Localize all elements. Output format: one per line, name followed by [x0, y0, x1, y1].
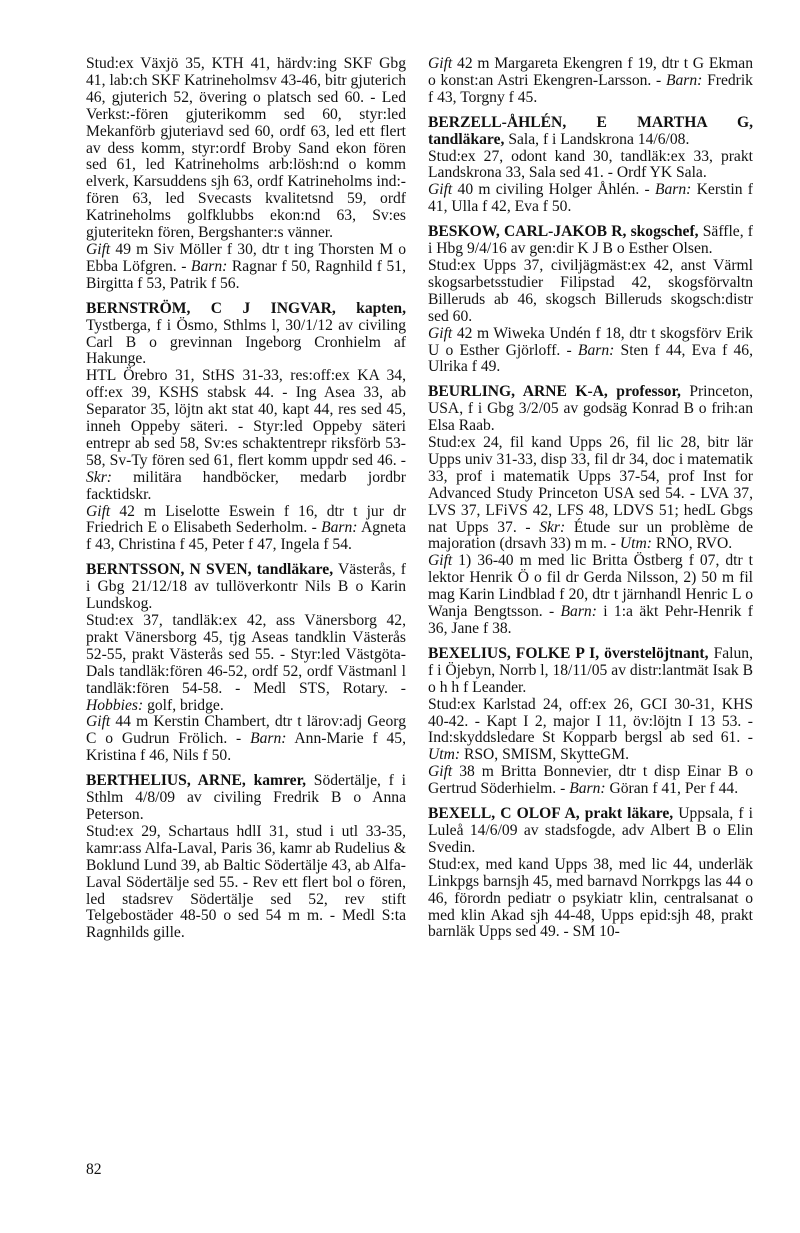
entry-paragraph [86, 773, 406, 824]
entry-text: 49 m Siv Möller f 30, dtr t ing Thorsten M o Ebba Löfgren. - [86, 240, 406, 275]
entry-title: tandläkare, [256, 561, 334, 579]
biography-entry [86, 773, 406, 942]
entry-text: Ann-Marie f 45, Kristina f 46, Nils f 50. [86, 730, 407, 765]
entry-name: BERNTSSON, N SVEN, [86, 561, 252, 579]
entry-name: BEXELIUS, FOLKE P I, [428, 644, 600, 662]
entry-text: HTL Örebro 31, StHS 31-33, res:off:ex KA 34, off:ex 39, KSHS stabsk 44. - Ing Asea 33, ab Separator 35, löjtn akt stat 40, kapt 44, res sed 45, inneh Oppeby säteri. - Styr:led Oppeby säteri entrepr ab sed 58, Sv:es schaktentrepr riksförb 53-58, Sv-Ty fören sed 61, flert komm uppdr sed 46. - [86, 367, 406, 469]
entry-text: 44 m Kerstin Chambert, dtr t lärov:adj Georg C o Gudrun Frölich. - [86, 713, 406, 748]
biography-entry [428, 56, 753, 107]
entry-paragraph [428, 435, 753, 553]
field-label: Gift [428, 324, 453, 342]
entry-text: Stud:ex Upps 37, civiljägmäst:ex 42, anst Värml skogsarbetsstudier Filipstad 42, skogsförvaltn Billeruds ab 46, skogsch Billeruds skogsch:distr sed 60. [428, 256, 753, 325]
entry-title: kapten, [356, 299, 406, 317]
entry-text: RNO, RVO. [651, 535, 733, 553]
entry-name: BERTHELIUS, ARNE, [86, 772, 246, 790]
entry-text: Sala, f i Landskrona 14/6/08. [508, 130, 690, 148]
entry-text: Stud:ex 24, fil kand Upps 26, fil lic 28, bitr lär Upps univ 31-33, disp 33, fil dr 34, doc i matematik 33, prof i matematik Upps 37-54, prof Inst for Advanced Study Princeton USA sed 54. - LVA 37, LVS 37, LFiVS 42, LFS 48, LDVS 51; hedL Gbgs nat Upps 37. - [428, 434, 753, 536]
entry-title: överstelöjtnant, [604, 644, 709, 662]
entry-paragraph [86, 613, 406, 714]
field-label: Hobbies: [86, 696, 144, 714]
entry-paragraph [86, 301, 406, 369]
field-label: Barn: [321, 519, 358, 537]
entry-paragraph [428, 182, 753, 216]
entry-paragraph [428, 326, 753, 377]
entry-paragraph [428, 857, 753, 942]
entry-paragraph [428, 56, 753, 107]
entry-title: professor, [616, 383, 681, 401]
field-label: Utm: [619, 535, 652, 553]
entry-title: prakt läkare, [584, 805, 674, 823]
entry-paragraph [86, 242, 406, 293]
entry-text: Stud:ex 29, Schartaus hdlI 31, stud i utl 33-35, kamr:ass Alfa-Laval, Paris 36, kamr ab Rudelius & Boklund Lund 39, ab Baltic Södertälje 43, ab Alfa-Laval Södertälje sed 55. - Rev ett flert bol o fören, led stadsrev Södertälje sed 52, rev stift Telgebostäder 48-50 o sed 54 m m. - Medl S:ta Ragnhilds gille. [86, 822, 406, 942]
entry-text: Princeton, USA, f i Gbg 3/2/05 av godsäg Konrad B o frih:an Elsa Raab. [428, 383, 753, 435]
entry-text: Västerås, f i Gbg 21/12/18 av tullöverkontr Nils B o Karin Lundskog. [86, 561, 406, 613]
entry-text: Stud:ex Växjö 35, KTH 41, härdv:ing SKF Gbg 41, lab:ch SKF Katrineholmsv 43-46, bitr gjuterich 46, gjuterich 52, övering o platsch sed 60. - Led Verkst:-fören gjuterikomm sed 60, styr:led Mekanförb gjuteriavd sed 60, ordf 63, led ett flert av dess komm, styr:ordf Broby Sand ekon fören sed 61, led Katrineholms arb:lösh:nd o komm elverk, Karsuddens sjh 63, ordf Katrineholms ind:-fören 63, led Svecasts kvalitetsnd 59, ordf Katrineholms golfklubbs ekon:nd 63, Sv:es gjuteritekn fören, Bergshanter:s vänner. [86, 55, 406, 242]
entry-paragraph [86, 562, 406, 613]
field-label: Barn: [560, 603, 597, 621]
entry-text: 42 m Margareta Ekengren f 19, dtr t G Ekman o konst:an Astri Ekengren-Larsson. - [428, 55, 753, 89]
left-column [86, 56, 406, 950]
biography-entry [428, 646, 753, 798]
entry-paragraph [428, 646, 753, 697]
right-column [428, 56, 753, 949]
entry-paragraph [428, 697, 753, 765]
field-label: Gift [428, 181, 453, 199]
page-number: 82 [86, 1161, 102, 1178]
field-label: Gift [86, 240, 111, 258]
entry-name: BEURLING, ARNE K-A, [428, 383, 608, 401]
entry-text: militära handböcker, medarb jordbr facktidskr. [86, 468, 406, 503]
entry-text: Stud:ex, med kand Upps 38, med lic 44, underläk Linkpgs barnsjh 45, med barnavd Norrkpgs las 44 o 46, förordn pediatr o psykiatr klin, centralsanat o med klin Akad sjh 44-48, Upps epid:sjh 48, prakt barnläk Upps sed 49. - SM 10- [428, 855, 753, 941]
entry-name: BERZELL-ÅHLÉN, E MARTHA G, [428, 113, 753, 131]
entry-text: 38 m Britta Bonnevier, dtr t disp Einar B o Gertrud Söderhielm. - [428, 763, 753, 798]
biography-entry [86, 562, 406, 765]
entry-text: 42 m Liselotte Eswein f 16, dtr t jur dr Friedrich E o Elisabeth Sederholm. - [86, 502, 406, 537]
entry-text: i 1:a äkt Pehr-Henrik f 36, Jane f 38. [428, 603, 753, 637]
field-label: Barn: [577, 341, 615, 359]
entry-text: golf, bridge. [143, 696, 224, 714]
entry-text: Tystberga, f i Ösmo, Sthlms l, 30/1/12 av civiling Carl B o grevinnan Ingeborg Cronhielm af Hakunge. [86, 316, 406, 368]
entry-text: Stud:ex 27, odont kand 30, tandläk:ex 33, prakt Landskrona 33, Sala sed 41. - Ordf YK Sala. [428, 147, 753, 182]
entry-text: 42 m Wiweka Undén f 18, dtr t skogsförv Erik U o Esther Gjörloff. - [428, 324, 753, 359]
field-label: Gift [428, 552, 453, 570]
field-label: Gift [86, 713, 111, 731]
entry-text: Göran f 41, Per f 44. [605, 780, 739, 798]
entry-title: kamrer, [253, 772, 306, 790]
biography-entry [428, 224, 753, 376]
field-label: Barn: [250, 730, 287, 748]
entry-paragraph [428, 384, 753, 435]
entry-text: Étude sur un problème de majoration (drsavh 33) m m. - [428, 518, 753, 553]
entry-text: Kerstin f 41, Ulla f 42, Eva f 50. [428, 181, 753, 216]
entry-text: 40 m civiling Holger Åhlén. - [452, 181, 655, 199]
entry-text: RSO, SMISM, SkytteGM. [460, 746, 630, 764]
field-label: Skr: [86, 468, 112, 486]
biography-entry [86, 301, 406, 555]
entry-paragraph [428, 149, 753, 183]
field-label: Skr: [539, 518, 566, 536]
biography-entry [86, 56, 406, 293]
entry-name: BESKOW, CARL-JAKOB R, [428, 223, 627, 241]
field-label: Utm: [428, 746, 461, 764]
entry-text: Uppsala, f i Luleå 14/6/09 av stadsfogde, adv Albert B o Elin Svedin. [428, 805, 754, 856]
field-label: Gift [428, 763, 453, 781]
entry-text: 1) 36-40 m med lic Britta Östberg f 07, dtr t lektor Henrik Ö o fil dr Gerda Nilsson, 2) 50 m fil mag Karin Lindblad f 20, dtr t järnhandl Henric L o Wanja Bengtsson. - [428, 552, 753, 621]
entry-text: Säffle, f i Hbg 9/4/16 av gen:dir K J B o Esther Olsen. [428, 223, 753, 258]
entry-text: Stud:ex 37, tandläk:ex 42, ass Vänersborg 42, prakt Vänersborg 45, tjg Aseas tandklin Västerås 52-55, prakt Västerås sed 55. - Styr:led Västgöta-Dals tandläk:fören 46-52, ordf 52, ordf Västmanl l tandläk:fören 54-58. - Medl STS, Rotary. - [86, 612, 406, 697]
entry-text: Falun, f i Öjebyn, Norrb l, 18/11/05 av distr:lantmät Isak B o h h f Leander. [428, 644, 753, 696]
entry-paragraph [86, 56, 406, 242]
biography-entry [428, 806, 753, 941]
entry-title: tandläkare, [428, 130, 505, 148]
entry-text: Södertälje, f i Sthlm 4/8/09 av civiling Fredrik B o Anna Peterson. [86, 772, 406, 823]
entry-text: Agneta f 43, Christina f 45, Peter f 47, Ingela f 54. [86, 519, 406, 554]
entry-paragraph [428, 806, 753, 857]
entry-text: Stud:ex Karlstad 24, off:ex 26, GCI 30-31, KHS 40-42. - Kapt I 2, major I 11, öv:löjtn I 13 53. - Ind:skyddsledare St Kopparb bergsl ab sed 61. - [428, 695, 753, 747]
entry-text: Sten f 44, Eva f 46, Ulrika f 49. [428, 341, 753, 376]
entry-text: Ragnar f 50, Ragnhild f 51, Birgitta f 53, Patrik f 56. [86, 257, 406, 292]
entry-paragraph [428, 115, 753, 149]
biography-entry [428, 115, 753, 216]
field-label: Gift [86, 502, 111, 520]
field-label: Barn: [665, 71, 703, 89]
entry-paragraph [86, 504, 406, 555]
entry-paragraph [428, 224, 753, 258]
field-label: Gift [428, 55, 453, 72]
field-label: Barn: [190, 257, 228, 275]
field-label: Barn: [569, 780, 606, 798]
entry-text: Fredrik f 43, Torgny f 45. [428, 71, 753, 106]
entry-paragraph [428, 258, 753, 326]
entry-paragraph [428, 764, 753, 798]
entry-paragraph [86, 368, 406, 503]
biography-entry [428, 384, 753, 638]
entry-paragraph [428, 553, 753, 638]
entry-paragraph [86, 714, 406, 765]
entry-name: BEXELL, C OLOF A, [428, 805, 580, 823]
entry-name: BERNSTRÖM, C J INGVAR, [86, 299, 336, 317]
entry-title: skogschef, [630, 223, 699, 241]
entry-paragraph [86, 824, 406, 942]
field-label: Barn: [654, 181, 692, 199]
